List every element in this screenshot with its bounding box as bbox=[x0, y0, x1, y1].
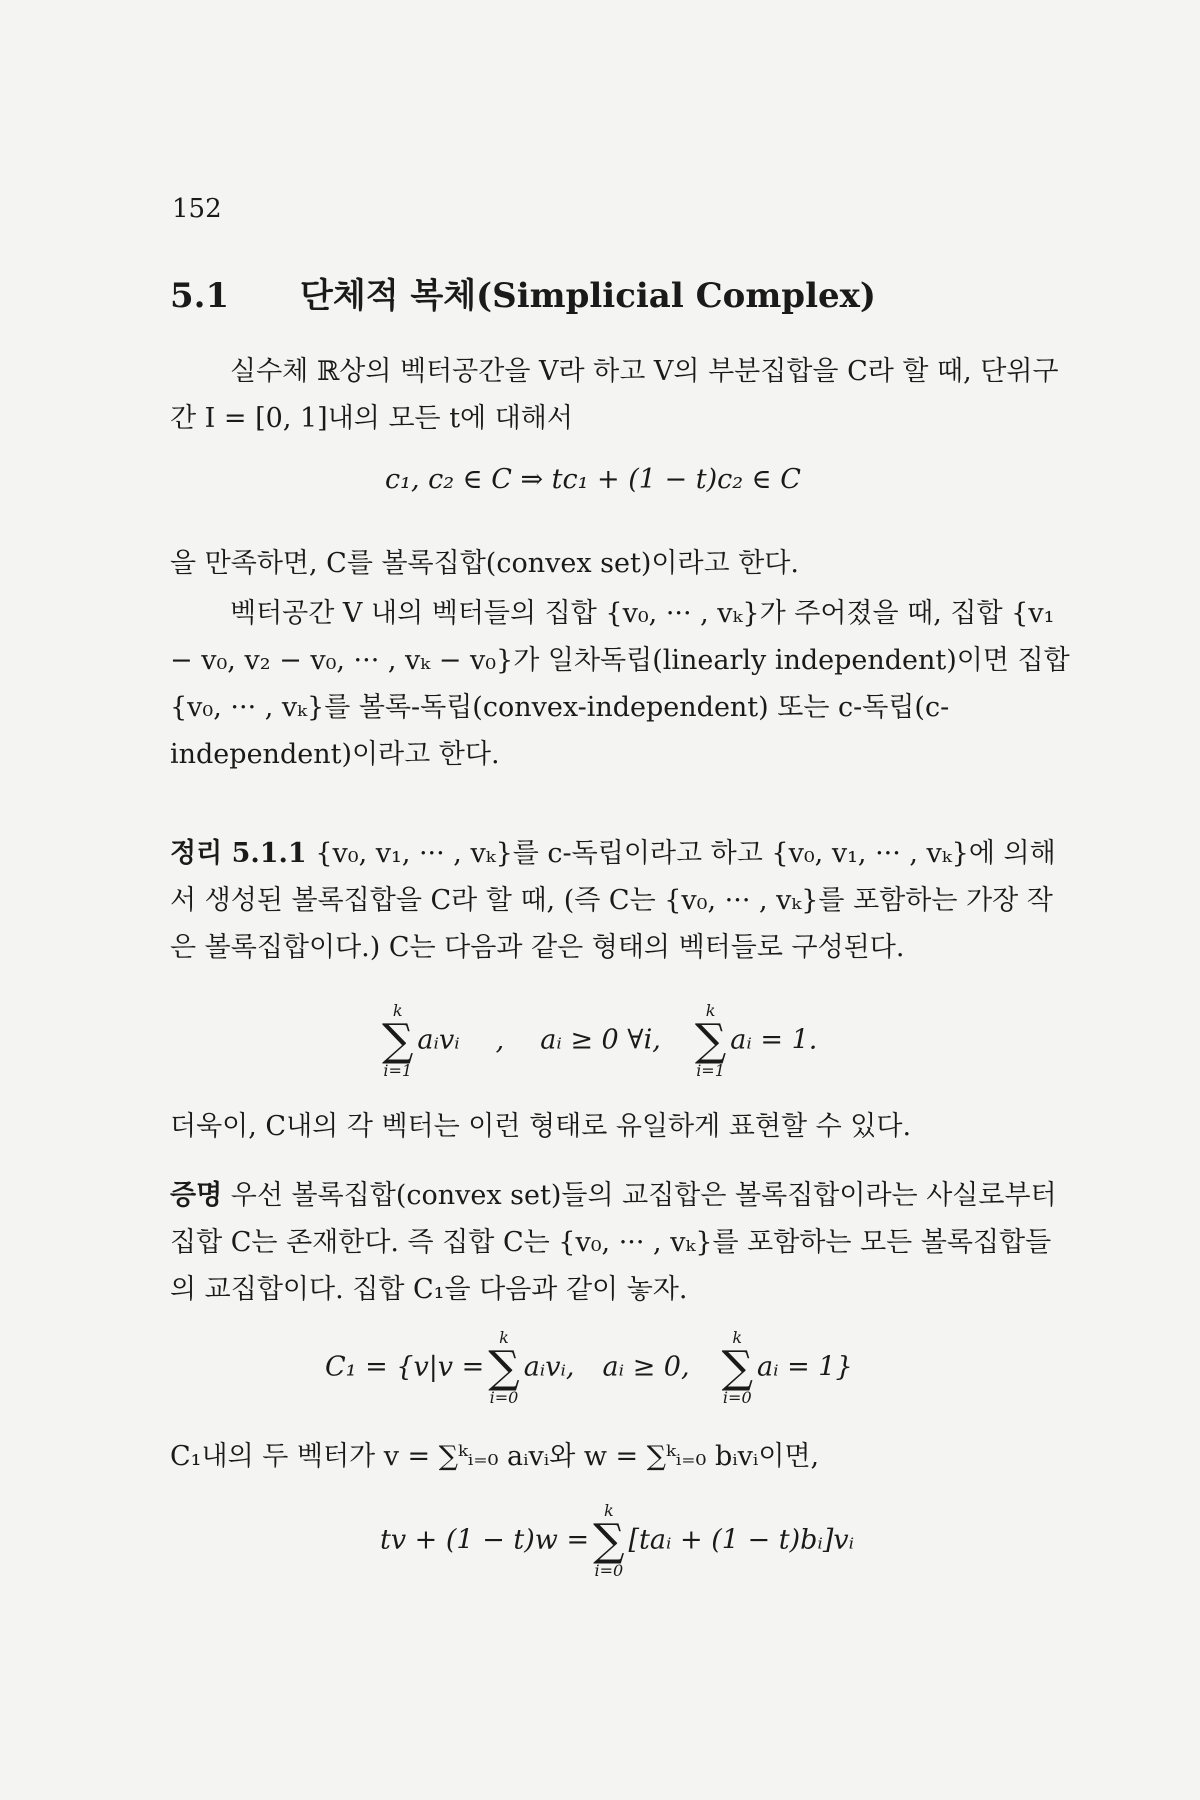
theorem-text: {v₀, v₁, ··· , vₖ}를 c-독립이라고 하고 {v₀, v₁, ··· , vₖ}에 의해서 생성된 볼록집합을 C라 할 때, (즉 C는 {v₀, ··· , vₖ}를 포함하는 가장 작은 볼록집합이다.) C는 다음과 같은 형태의 벡터들로 구성된다. bbox=[170, 838, 1056, 963]
summation-3: k ∑ i=0 bbox=[488, 1328, 520, 1407]
paragraph-c-independent: 벡터공간 V 내의 벡터들의 집합 {v₀, ··· , vₖ}가 주어졌을 때, 집합 {v₁ − v₀, v₂ − v₀, ··· , vₖ − v₀}가 일차독립(linearly independent)이면 집합 {v₀, ··· , vₖ}를 볼록-독립(convex-independent) 또는 c-독립(c-independent)이라고 한다. bbox=[170, 598, 1070, 770]
section-number: 5.1 bbox=[170, 276, 230, 316]
equation-combination: tv + (1 − t)w = k ∑ i=0 [taᵢ + (1 − t)bᵢ]vᵢ bbox=[380, 1501, 855, 1580]
paragraph-convex-set: 을 만족하면, C를 볼록집합(convex set)이라고 한다. bbox=[170, 548, 799, 579]
paragraph-two-vectors: C₁내의 두 벡터가 v = ∑ᵏᵢ₌₀ aᵢvᵢ와 w = ∑ᵏᵢ₌₀ bᵢvᵢ이면, bbox=[170, 1441, 820, 1472]
proof bbox=[170, 1172, 1070, 1313]
section-title: 단체적 복체(Simplicial Complex) bbox=[300, 276, 876, 316]
section-heading bbox=[170, 268, 876, 317]
theorem-label: 정리 5.1.1 bbox=[170, 838, 307, 869]
paragraph-uniqueness: 더욱이, C내의 각 벡터는 이런 형태로 유일하게 표현할 수 있다. bbox=[170, 1111, 912, 1142]
page-number: 152 bbox=[172, 194, 222, 224]
summation-2: k ∑ i=1 bbox=[694, 1001, 727, 1080]
equation-convex-combination: k ∑ i=1 aᵢvᵢ , aᵢ ≥ 0 ∀i, k ∑ i=1 aᵢ = 1. bbox=[382, 1001, 818, 1080]
equation-c1-definition: C₁ = {v|v = k ∑ i=0 aᵢvᵢ, aᵢ ≥ 0, k ∑ i=0 aᵢ = 1} bbox=[325, 1328, 853, 1407]
summation-4: k ∑ i=0 bbox=[721, 1328, 753, 1407]
proof-label: 증명 bbox=[170, 1180, 223, 1211]
paragraph-definition-intro: 실수체 ℝ상의 벡터공간을 V라 하고 V의 부분집합을 C라 할 때, 단위구간 I = [0, 1]내의 모든 t에 대해서 bbox=[170, 356, 1059, 434]
summation-5: k ∑ i=0 bbox=[593, 1501, 625, 1580]
summation-1: k ∑ i=1 bbox=[382, 1001, 414, 1080]
proof-text: 우선 볼록집합(convex set)들의 교집합은 볼록집합이라는 사실로부터 집합 C는 존재한다. 즉 집합 C는 {v₀, ··· , vₖ}를 포함하는 모든 볼록집합들의 교집합이다. 집합 C₁을 다음과 같이 놓자. bbox=[170, 1180, 1057, 1305]
equation-convex: c₁, c₂ ∈ C ⇒ tc₁ + (1 − t)c₂ ∈ C bbox=[385, 464, 801, 495]
theorem-5-1-1 bbox=[170, 830, 1070, 971]
